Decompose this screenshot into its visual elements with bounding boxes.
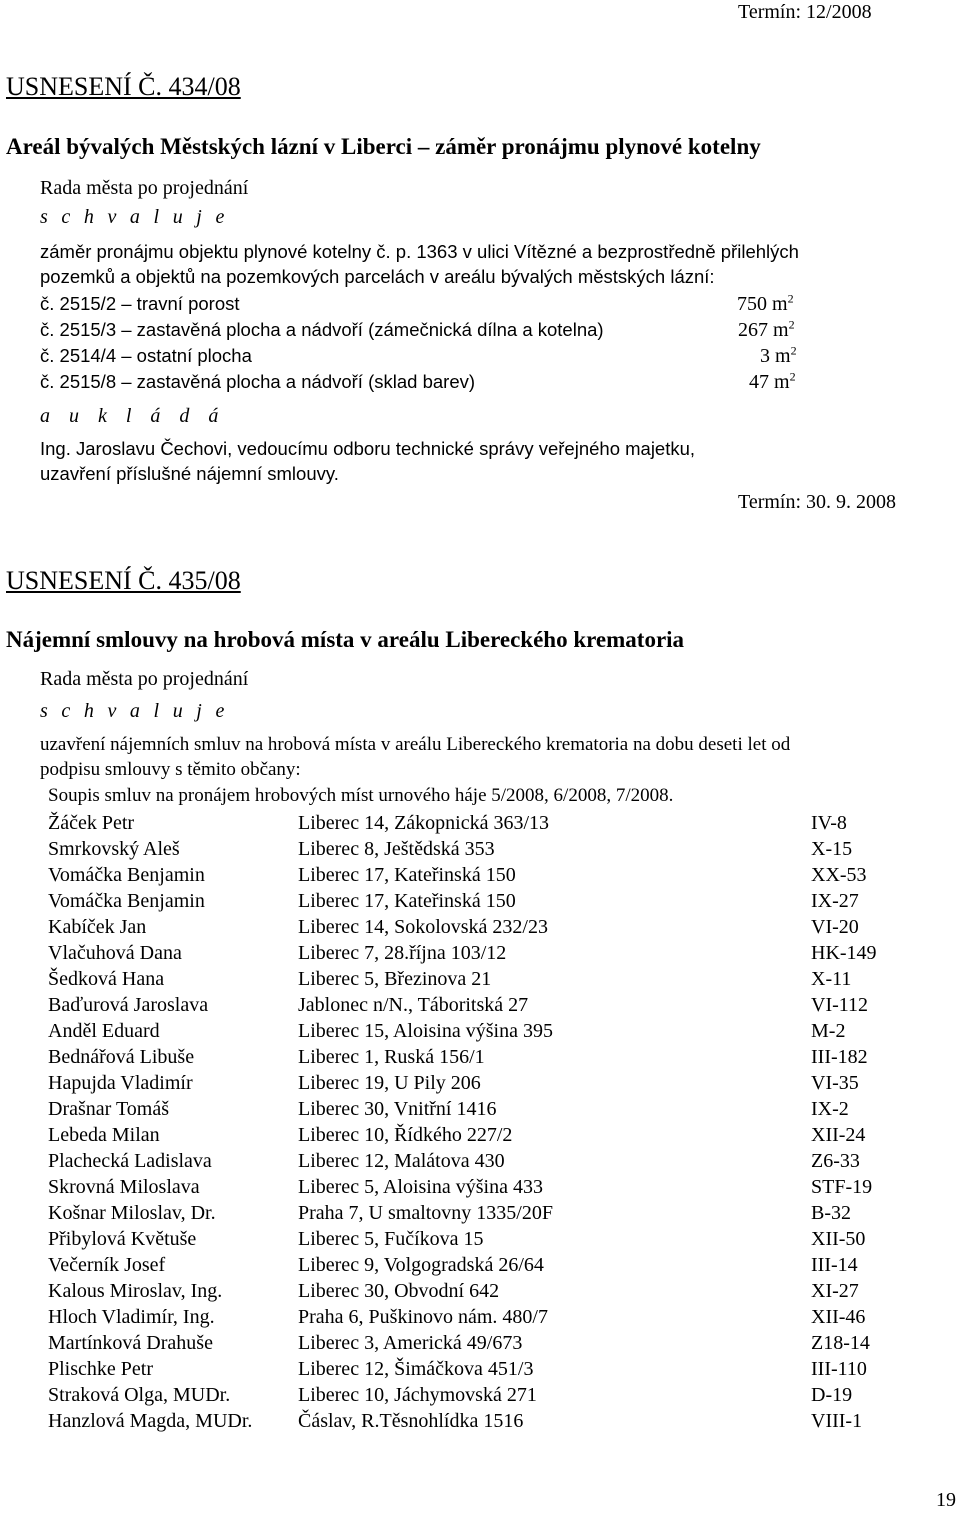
table-row <box>48 968 928 994</box>
table-row <box>48 1202 928 1228</box>
parcel-area: 47 $m^2$ <box>749 369 796 393</box>
resolution-435-body-line2: podpisu smlouvy s těmito občany: <box>40 759 301 780</box>
grave-number: VI-35 <box>811 1072 859 1094</box>
tenant-name: Kabíček Jan <box>48 916 147 938</box>
grave-number: VI-20 <box>811 916 859 938</box>
grave-number: B-32 <box>811 1202 851 1224</box>
table-row <box>48 1280 928 1306</box>
parcel-desc: č. 2515/2 – travní porost <box>40 293 240 314</box>
tenant-address: Liberec 10, Jáchymovská 271 <box>298 1384 537 1406</box>
tenant-name: Martínková Drahuše <box>48 1332 213 1354</box>
table-row <box>48 1020 928 1046</box>
tenant-address: Liberec 12, Malátova 430 <box>298 1150 505 1172</box>
tenant-address: Čáslav, R.Těsnohlídka 1516 <box>298 1410 524 1432</box>
tenant-name: Bednářová Libuše <box>48 1046 195 1068</box>
tenant-name: Košnar Miloslav, Dr. <box>48 1202 216 1224</box>
tenant-name: Šedková Hana <box>48 968 165 990</box>
grave-number: D-19 <box>811 1384 853 1406</box>
table-row <box>48 994 928 1020</box>
page-number: 19 <box>936 1489 956 1511</box>
grave-number: HK-149 <box>811 942 877 964</box>
table-row <box>48 1072 928 1098</box>
table-row <box>48 1228 928 1254</box>
tenant-name: Plachecká Ladislava <box>48 1150 212 1172</box>
tenant-name: Vomáčka Benjamin <box>48 864 205 886</box>
parcel-desc: č. 2515/8 – zastavěná plocha a nádvoří (sklad barev) <box>40 371 476 392</box>
tenant-address: Liberec 15, Aloisina výšina 395 <box>298 1020 553 1042</box>
parcel-desc: č. 2514/4 – ostatní plocha <box>40 345 252 366</box>
resolution-434-intro: Rada města po projednání <box>40 177 249 199</box>
parcel-area: 3 $m^2$ <box>760 343 797 367</box>
tenant-address: Liberec 17, Kateřinská 150 <box>298 890 516 912</box>
resolution-434-title: Areál bývalých Městských lázní v Liberci – záměr pronájmu plynové kotelny <box>6 134 761 159</box>
header-termin: Termín: 12/2008 <box>738 1 872 23</box>
tenant-name: Baďurová Jaroslava <box>48 994 209 1016</box>
tenant-address: Liberec 17, Kateřinská 150 <box>298 864 516 886</box>
grave-number: X-11 <box>811 968 852 990</box>
grave-number: XI-27 <box>811 1280 859 1302</box>
parcel-area: 750 $m^2$ <box>737 291 794 315</box>
tenant-address: Liberec 5, Březinova 21 <box>298 968 492 990</box>
tenant-name: Vlačuhová Dana <box>48 942 182 964</box>
tenant-address: Liberec 9, Volgogradská 26/64 <box>298 1254 544 1276</box>
grave-number: Z6-33 <box>811 1150 860 1172</box>
resolution-434-heading: USNESENÍ Č. 434/08 <box>6 72 241 101</box>
tenant-name: Kalous Miroslav, Ing. <box>48 1280 223 1302</box>
grave-number: M-2 <box>811 1020 846 1042</box>
tenant-address: Liberec 5, Aloisina výšina 433 <box>298 1176 543 1198</box>
tenant-name: Lebeda Milan <box>48 1124 160 1146</box>
tenant-address: Liberec 14, Sokolovská 232/23 <box>298 916 548 938</box>
table-row <box>48 1124 928 1150</box>
resolution-434-task-line2: uzavření příslušné nájemní smlouvy. <box>40 463 339 484</box>
grave-number: IV-8 <box>811 812 847 834</box>
table-row <box>48 1254 928 1280</box>
table-row <box>48 1332 928 1358</box>
resolution-434-termin: Termín: 30. 9. 2008 <box>738 491 897 513</box>
table-row <box>48 1098 928 1124</box>
tenant-name: Přibylová Květuše <box>48 1228 197 1250</box>
table-row <box>48 1046 928 1072</box>
tenant-address: Liberec 12, Šimáčkova 451/3 <box>298 1358 534 1380</box>
grave-contracts-list-title: Soupis smluv na pronájem hrobových míst urnového háje 5/2008, 6/2008, 7/2008. <box>48 785 674 806</box>
tenant-address: Liberec 3, Americká 49/673 <box>298 1332 523 1354</box>
resolution-435-verb-approves: s c h v a l u j e <box>40 700 229 722</box>
tenant-name: Anděl Eduard <box>48 1020 160 1042</box>
resolution-435-heading: USNESENÍ Č. 435/08 <box>6 566 241 595</box>
table-row <box>48 916 928 942</box>
tenant-name: Vomáčka Benjamin <box>48 890 205 912</box>
tenant-name: Hapujda Vladimír <box>48 1072 193 1094</box>
table-row <box>48 1358 928 1384</box>
resolution-434-body-line2: pozemků a objektů na pozemkových parcelách v areálu bývalých městských lázní: <box>40 266 715 287</box>
table-row <box>48 890 928 916</box>
tenant-address: Liberec 5, Fučíkova 15 <box>298 1228 484 1250</box>
grave-number: XII-46 <box>811 1306 866 1328</box>
tenant-name: Hloch Vladimír, Ing. <box>48 1306 215 1328</box>
table-row <box>48 1384 928 1410</box>
tenant-address: Liberec 14, Zákopnická 363/13 <box>298 812 550 834</box>
resolution-434-verb-approves: s c h v a l u j e <box>40 206 229 228</box>
tenant-address: Praha 7, U smaltovny 1335/20F <box>298 1202 553 1224</box>
tenant-address: Liberec 8, Ještědská 353 <box>298 838 495 860</box>
tenant-name: Večerník Josef <box>48 1254 166 1276</box>
resolution-434-body-line1: záměr pronájmu objektu plynové kotelny č. p. 1363 v ulici Vítězné a bezprostředně přilehlých <box>40 241 799 262</box>
tenant-address: Jablonec n/N., Táboritská 27 <box>298 994 529 1016</box>
grave-number: IX-27 <box>811 890 859 912</box>
table-row <box>48 864 928 890</box>
table-row <box>48 1176 928 1202</box>
tenant-address: Liberec 30, Vnitřní 1416 <box>298 1098 497 1120</box>
resolution-434-verb-assigns: a u k l á d á <box>40 405 226 427</box>
resolution-435-body-line1: uzavření nájemních smluv na hrobová místa v areálu Libereckého krematoria na dobu deseti let od <box>40 734 791 755</box>
resolution-434-task-line1: Ing. Jaroslavu Čechovi, vedoucímu odboru technické správy veřejného majetku, <box>40 438 696 459</box>
grave-number: STF-19 <box>811 1176 873 1198</box>
table-row <box>48 1150 928 1176</box>
tenant-address: Liberec 1, Ruská 156/1 <box>298 1046 485 1068</box>
tenant-name: Drašnar Tomáš <box>48 1098 169 1120</box>
tenant-address: Liberec 19, U Pily 206 <box>298 1072 481 1094</box>
resolution-435-intro: Rada města po projednání <box>40 668 249 690</box>
parcel-desc: č. 2515/3 – zastavěná plocha a nádvoří (zámečnická dílna a kotelna) <box>40 319 604 340</box>
grave-number: III-110 <box>811 1358 867 1380</box>
parcel-area: 267 $m^2$ <box>738 317 795 341</box>
grave-number: XII-50 <box>811 1228 866 1250</box>
tenant-name: Smrkovský Aleš <box>48 838 180 860</box>
table-row <box>48 812 928 838</box>
table-row <box>48 1410 928 1436</box>
grave-number: III-14 <box>811 1254 858 1276</box>
grave-number: Z18-14 <box>811 1332 870 1354</box>
grave-number: VI-112 <box>811 994 869 1016</box>
table-row <box>48 1306 928 1332</box>
tenant-address: Liberec 7, 28.října 103/12 <box>298 942 507 964</box>
tenant-address: Liberec 10, Řídkého 227/2 <box>298 1124 513 1146</box>
tenant-address: Praha 6, Puškinovo nám. 480/7 <box>298 1306 548 1328</box>
table-row <box>48 942 928 968</box>
grave-number: VIII-1 <box>811 1410 863 1432</box>
grave-number: X-15 <box>811 838 853 860</box>
resolution-435-title: Nájemní smlouvy na hrobová místa v areálu Libereckého krematoria <box>6 627 685 652</box>
tenant-name: Straková Olga, MUDr. <box>48 1384 231 1406</box>
grave-number: III-182 <box>811 1046 868 1068</box>
grave-number: XII-24 <box>811 1124 866 1146</box>
table-row <box>48 838 928 864</box>
tenant-name: Plischke Petr <box>48 1358 153 1380</box>
tenant-name: Skrovná Miloslava <box>48 1176 200 1198</box>
tenant-name: Hanzlová Magda, MUDr. <box>48 1410 253 1432</box>
tenant-name: Žáček Petr <box>48 812 135 834</box>
grave-number: IX-2 <box>811 1098 849 1120</box>
grave-number: XX-53 <box>811 864 867 886</box>
tenant-address: Liberec 30, Obvodní 642 <box>298 1280 500 1302</box>
